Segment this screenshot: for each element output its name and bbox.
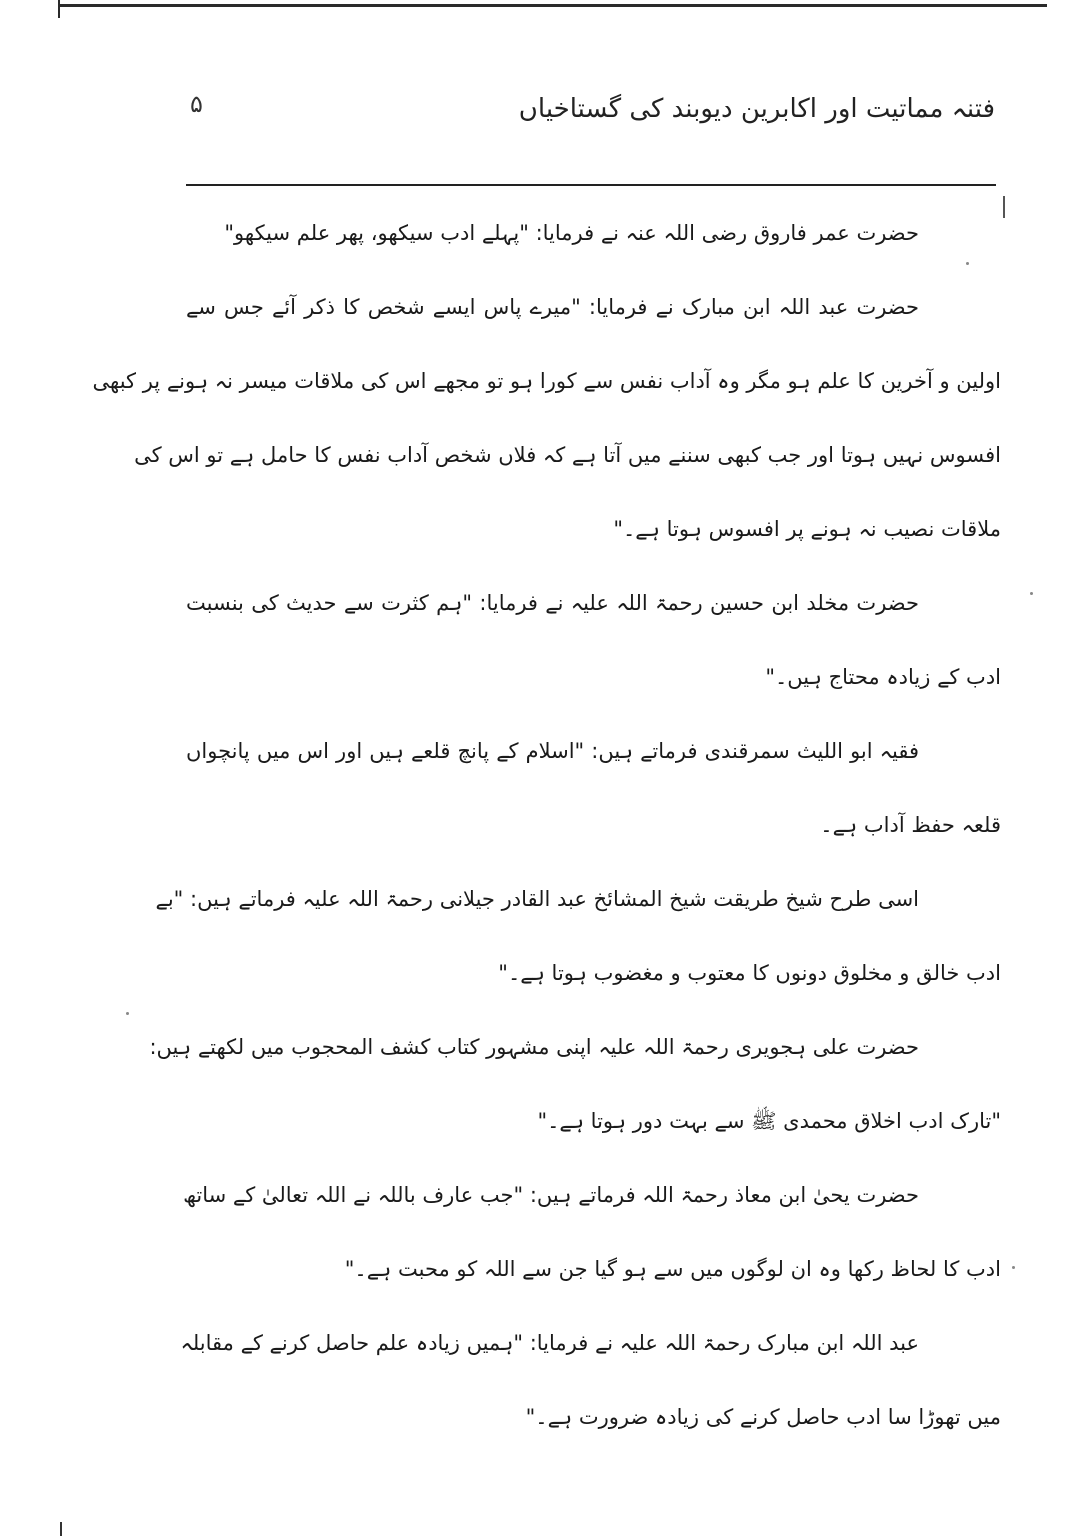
paragraph-line: عبد اللہ ابن مبارک رحمۃ اللہ علیہ نے فرمایا: "ہمیں زیادہ علم حاصل کرنے کے مقابلہ xyxy=(180,1331,919,1355)
scan-speck xyxy=(126,1012,129,1015)
paragraph-samarqandi xyxy=(186,714,1001,862)
paragraph-line: حضرت عمر فاروق رضی اللہ عنہ نے فرمایا: "پہلے ادب سیکھو، پھر علم سیکھو" xyxy=(224,221,919,245)
scan-edge-left xyxy=(58,0,60,18)
scan-edge-bottom-mark xyxy=(60,1522,62,1536)
scan-edge-right-mark xyxy=(1003,196,1005,218)
paragraph-jilani xyxy=(155,862,1001,1010)
scan-edge-top xyxy=(60,4,1047,7)
paragraph-line: "تارک ادب اخلاق محمدی ﷺ سے بہت دور ہوتا ہے۔" xyxy=(537,1109,1001,1133)
header-rule xyxy=(186,184,996,186)
paragraph-line: ادب کے زیادہ محتاج ہیں۔" xyxy=(765,665,1001,689)
paragraph-umar xyxy=(186,196,1001,270)
page-number: ۵ xyxy=(190,90,203,118)
paragraph-hujwiri xyxy=(149,1010,1001,1158)
paragraph-line: فقیہ ابو اللیث سمرقندی فرماتے ہیں: "اسلام کے پانچ قلعے ہیں اور اس میں پانچواں xyxy=(186,739,919,763)
paragraph-line: اسی طرح شیخ طریقت شیخ المشائخ عبد القادر جیلانی رحمۃ اللہ علیہ فرماتے ہیں: "بے xyxy=(155,887,919,911)
scan-speck xyxy=(1030,592,1033,595)
paragraph-line: افسوس نہیں ہوتا اور جب کبھی سننے میں آتا ہے کہ فلاں شخص آداب نفس کا حامل ہے تو اس کی xyxy=(134,443,1001,467)
paragraph-line: قلعہ حفظ آداب ہے۔ xyxy=(820,813,1001,837)
paragraph-line: حضرت عبد اللہ ابن مبارک نے فرمایا: "میرے پاس ایسے شخص کا ذکر آئے جس سے xyxy=(186,295,919,319)
page-body xyxy=(92,196,1001,1454)
paragraph-line: ادب خالق و مخلوق دونوں کا معتوب و مغضوب ہوتا ہے۔" xyxy=(498,961,1001,985)
paragraph-line: ملاقات نصیب نہ ہونے پر افسوس ہوتا ہے۔" xyxy=(613,517,1001,541)
paragraph-line: حضرت علی ہجویری رحمۃ اللہ علیہ اپنی مشہور کتاب کشف المحجوب میں لکھتے ہیں: xyxy=(149,1035,919,1059)
running-header: فتنہ مماتیت اور اکابرین دیوبند کی گستاخیاں xyxy=(518,94,995,124)
paragraph-line: اولین و آخرین کا علم ہو مگر وہ آداب نفس سے کورا ہو تو مجھے اس کی ملاقات میسر نہ ہونے پر کبھی xyxy=(92,369,1001,393)
paragraph-line: حضرت یحیٰ ابن معاذ رحمۃ اللہ فرماتے ہیں: "جب عارف باللہ نے اللہ تعالیٰ کے ساتھ xyxy=(183,1183,919,1207)
paragraph-ibn-mubarak-1 xyxy=(92,270,1001,566)
paragraph-makhlad xyxy=(186,566,1001,714)
paragraph-ibn-mubarak-2 xyxy=(180,1306,1001,1454)
paragraph-line: حضرت مخلد ابن حسین رحمۃ اللہ علیہ نے فرمایا: "ہم کثرت سے حدیث کی بنسبت xyxy=(186,591,919,615)
paragraph-line: میں تھوڑا سا ادب حاصل کرنے کی زیادہ ضرورت ہے۔" xyxy=(525,1405,1001,1429)
scan-speck xyxy=(1012,1266,1015,1269)
paragraph-yahya xyxy=(183,1158,1001,1306)
paragraph-line: ادب کا لحاظ رکھا وہ ان لوگوں میں سے ہو گیا جن سے اللہ کو محبت ہے۔" xyxy=(344,1257,1001,1281)
